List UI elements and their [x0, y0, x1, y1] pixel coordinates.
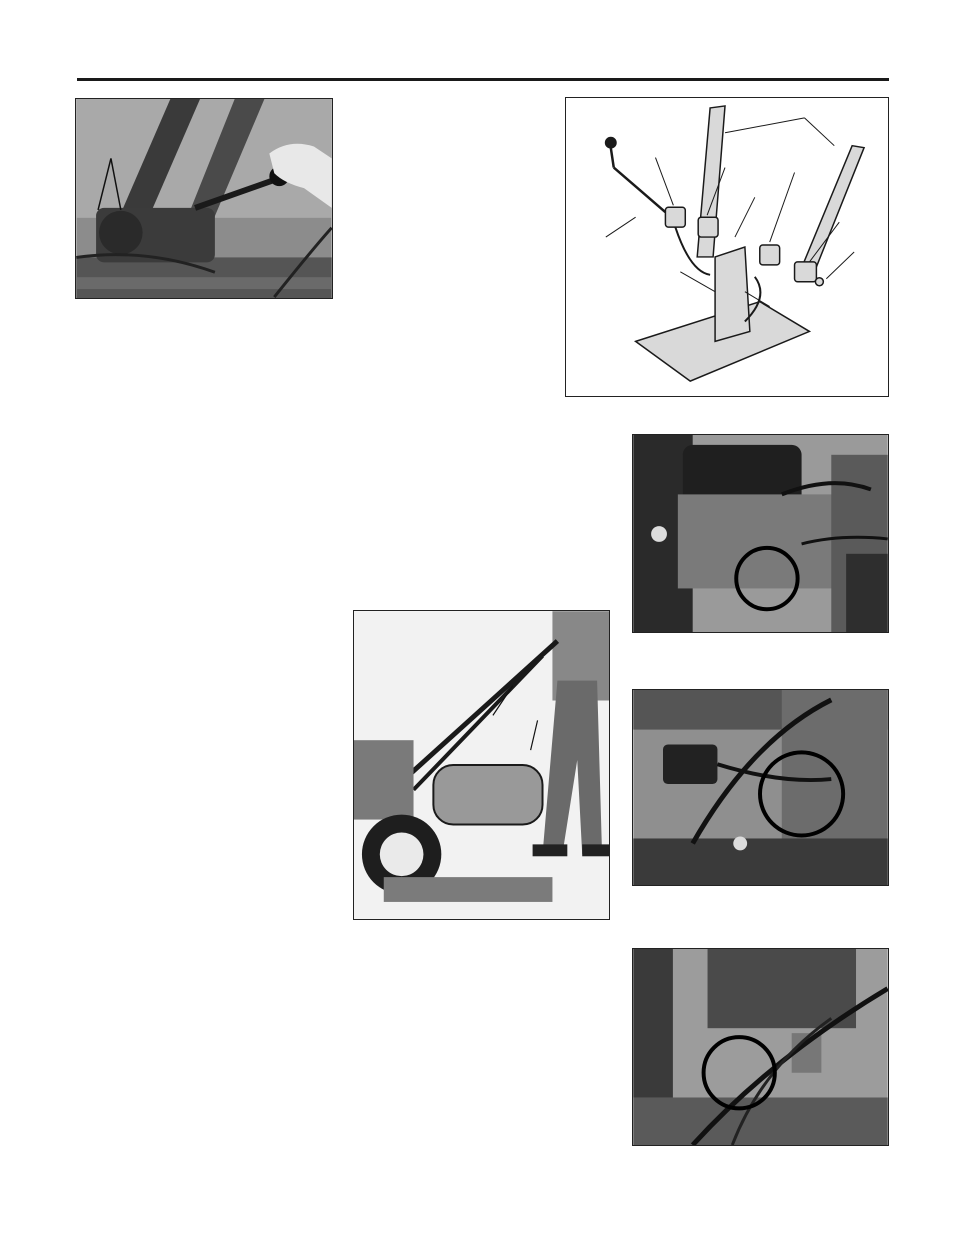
- handlebar-exploded-diagram: [566, 98, 888, 396]
- figure-handlebar-exploded-diagram: [565, 97, 889, 397]
- figure-handlebar-lever-photo: [75, 98, 333, 299]
- figure-wire-connector: [632, 689, 889, 886]
- wire-connector-photo: [633, 690, 888, 885]
- figure-tiller-with-operator: [353, 610, 610, 920]
- figure-engine-wire-connection: [632, 434, 889, 633]
- wire-clip-photo: [633, 949, 888, 1145]
- figure-wire-clip: [632, 948, 889, 1146]
- tiller-operator-photo: [354, 611, 609, 919]
- engine-wire-photo: [633, 435, 888, 632]
- header-rule: [77, 78, 889, 81]
- handlebar-lever-photo: [76, 99, 332, 298]
